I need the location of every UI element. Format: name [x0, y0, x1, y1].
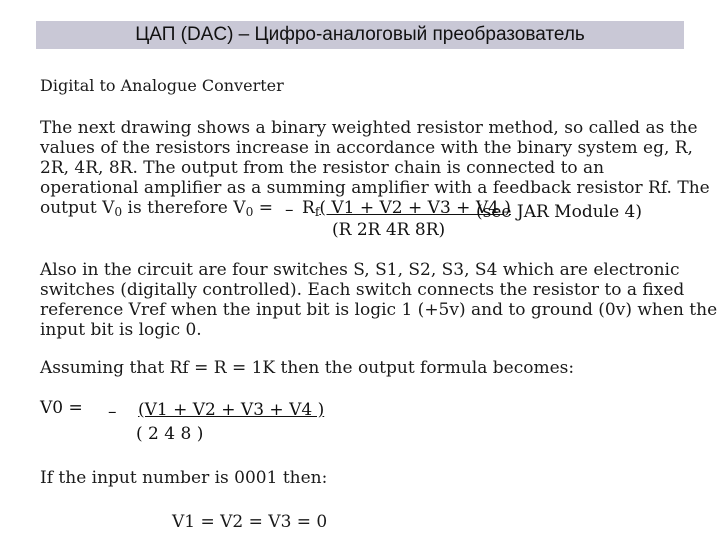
output-prefix: output V — [40, 198, 115, 218]
slide-title: ЦАП (DAC) – Цифро-аналоговый преобразователь — [36, 21, 684, 49]
reference-note: (see JAR Module 4) — [476, 202, 642, 222]
formula-lhs: V0 = — [40, 398, 83, 418]
rf-sub: f — [314, 205, 320, 220]
paragraph-line: The next drawing shows a binary weighted resistor method, so called as the — [40, 118, 698, 138]
paragraph-line-tail: f. The — [660, 178, 710, 198]
output-sub: 0 — [114, 205, 123, 220]
paragraph-line-text: operational amplifier as a summing amplifier with a feedback resistor R — [40, 178, 661, 198]
paragraph-line: Also in the circuit are four switches S, S1, S2, S3, S4 which are electronic — [40, 260, 680, 280]
paragraph-line: 2R, 4R, 8R. The output from the resistor chain is connected to an — [40, 158, 605, 178]
paragraph-line — [40, 178, 710, 198]
output-eq: = — [253, 198, 274, 218]
equation-denominator: (R 2R 4R 8R) — [332, 220, 446, 240]
paragraph-line: switches (digitally controlled). Each switch connects the resistor to a fixed — [40, 280, 685, 300]
rf-symbol: R — [302, 198, 315, 218]
formula-minus: – — [108, 402, 117, 422]
output-equation-line — [40, 198, 273, 219]
paragraph-line: input bit is logic 0. — [40, 320, 202, 340]
numerator-text: ( V1 + V2 + V3 + V4 ) — [319, 198, 511, 218]
formula-denominator: ( 2 4 8 ) — [136, 424, 204, 444]
formula-numerator: (V1 + V2 + V3 + V4 ) — [138, 400, 325, 420]
document-heading: Digital to Analogue Converter — [40, 76, 284, 95]
minus-sign: – — [285, 200, 294, 220]
input-number-line: If the input number is 0001 then: — [40, 468, 328, 488]
assumption-line: Assuming that Rf = R = 1K then the output formula becomes: — [40, 358, 575, 378]
result-line: V1 = V2 = V3 = 0 — [172, 512, 328, 532]
output-mid: is therefore V — [122, 198, 246, 218]
paragraph-line: reference Vref when the input bit is logic 1 (+5v) and to ground (0v) when the — [40, 300, 718, 320]
output-sub: 0 — [245, 205, 254, 220]
paragraph-line: values of the resistors increase in accordance with the binary system eg, R, — [40, 138, 693, 158]
